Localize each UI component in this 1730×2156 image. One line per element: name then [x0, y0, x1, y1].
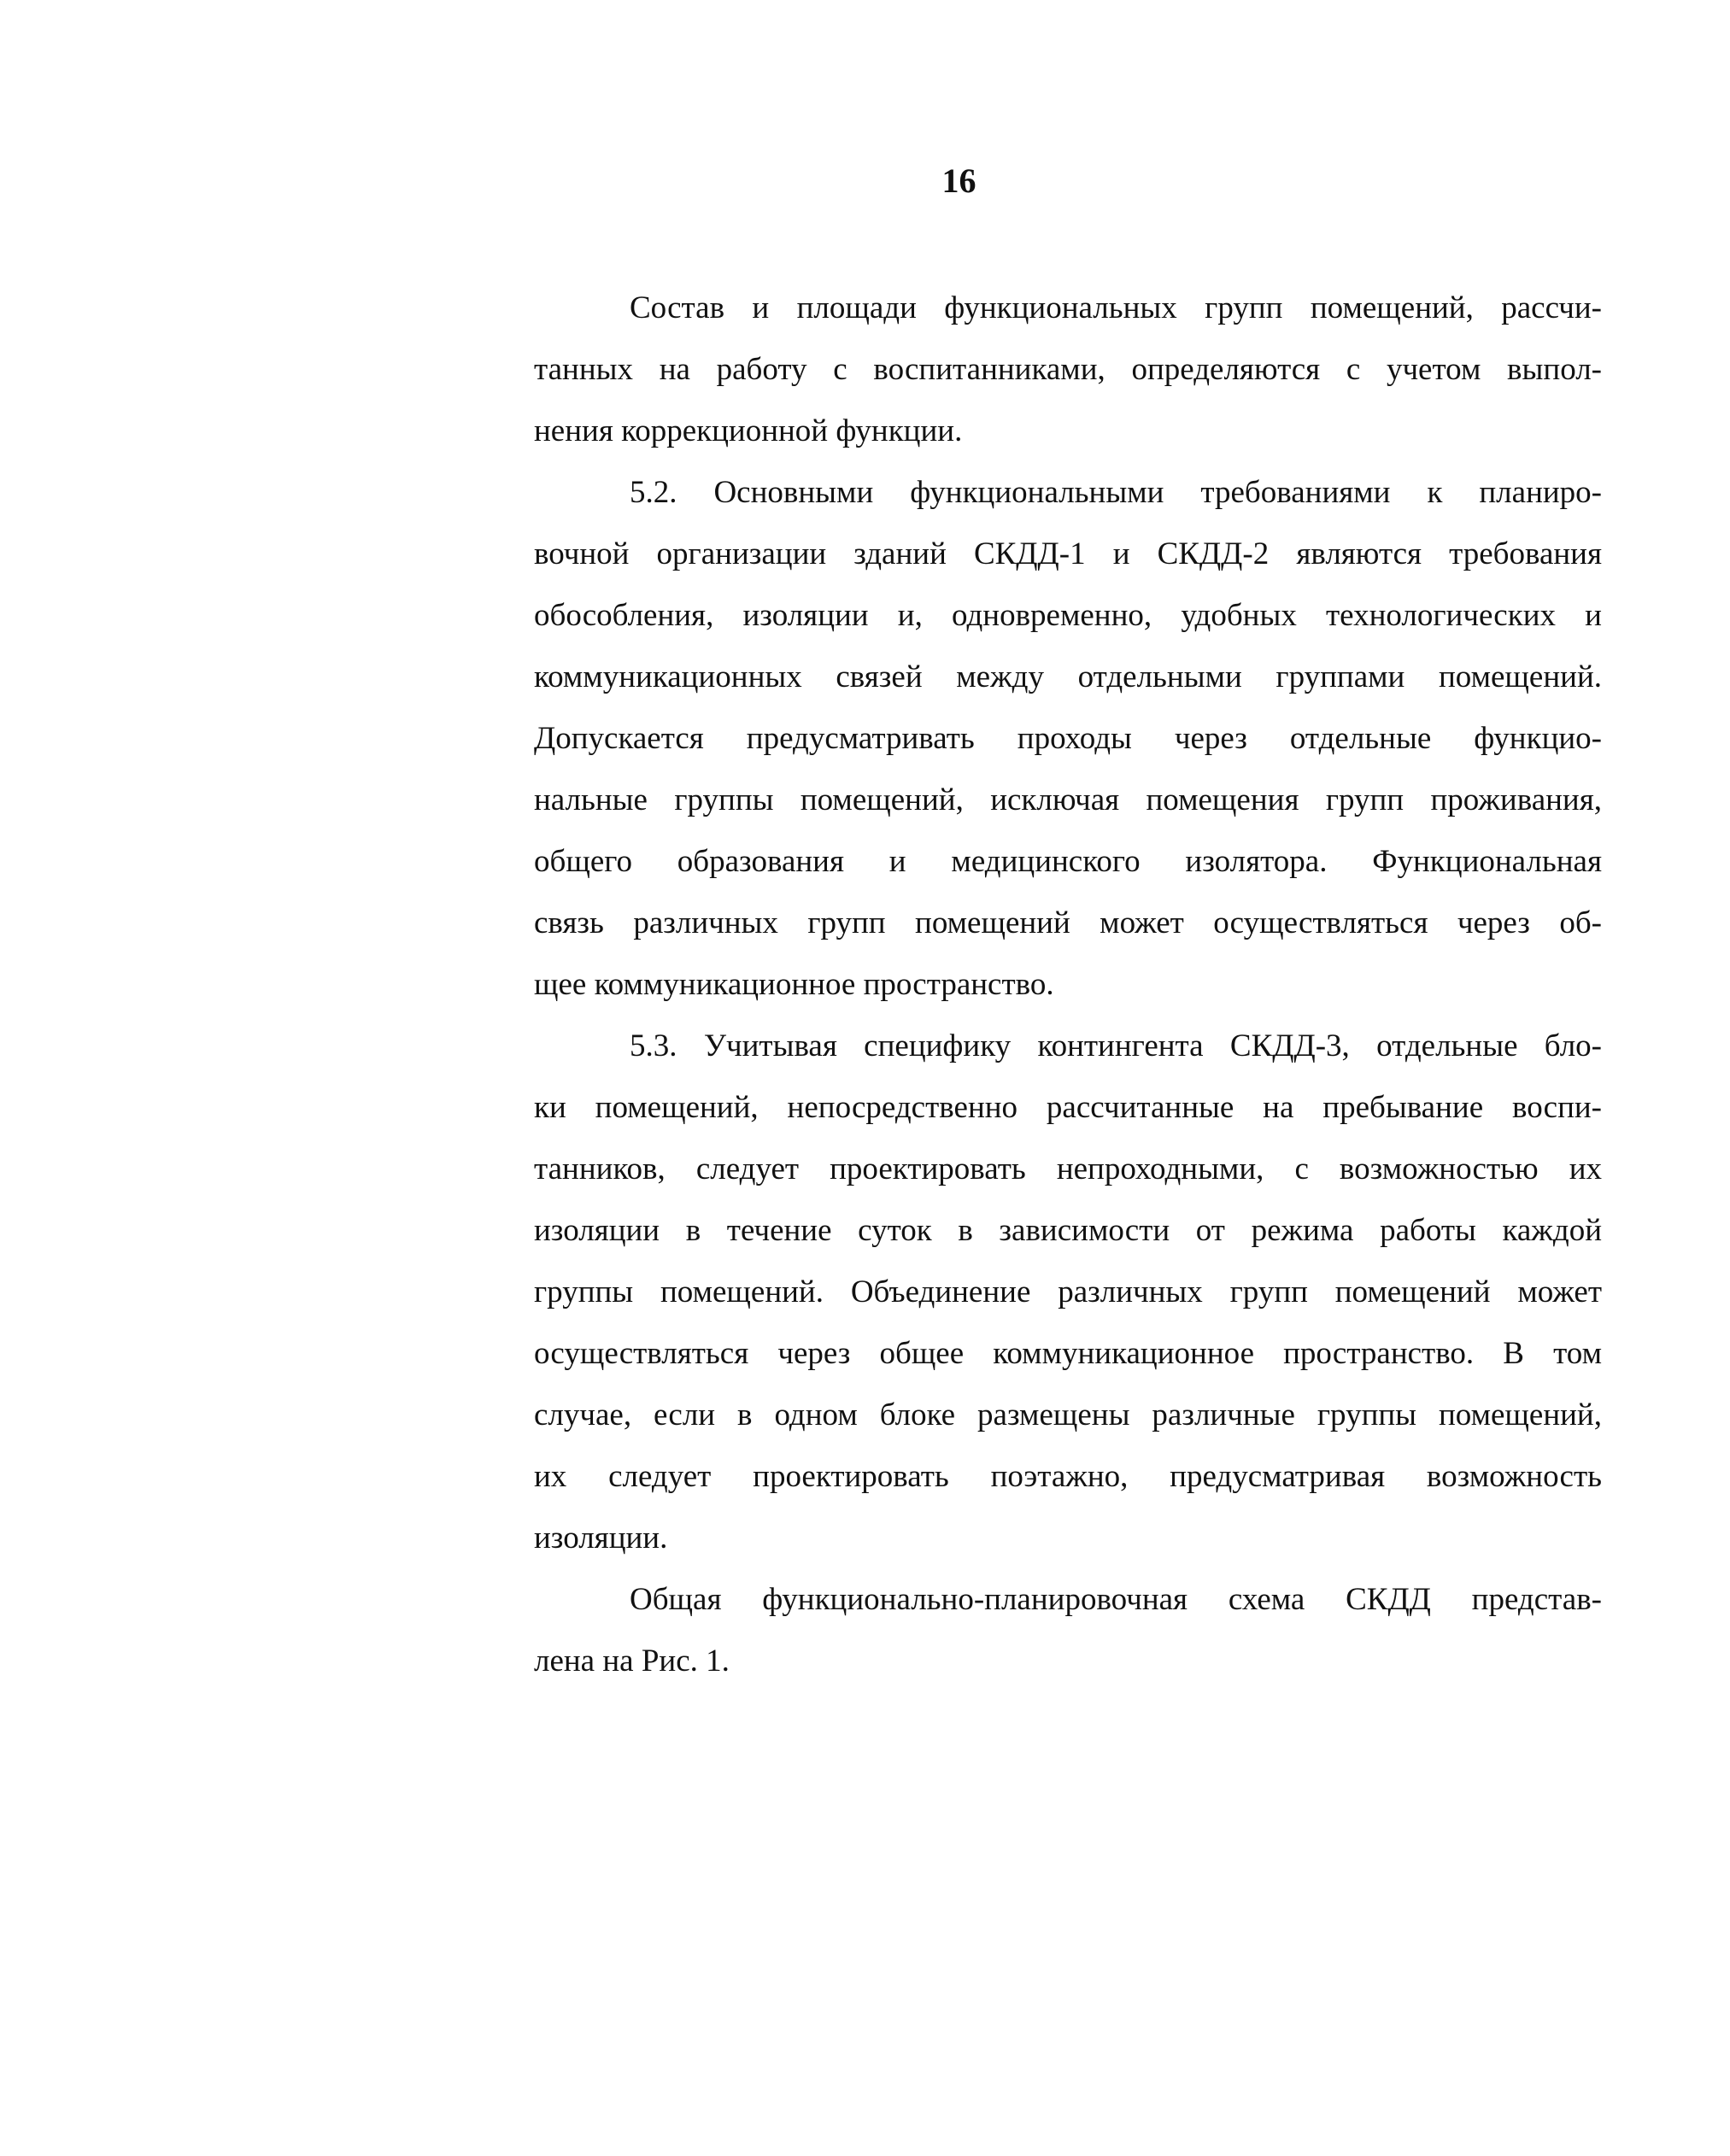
paragraph-4 — [534, 1569, 1602, 1692]
text-line: связь различных групп помещений может осуществляться через об- — [534, 905, 1602, 940]
text-line: лена на Рис. 1. — [534, 1643, 730, 1679]
text-line: 5.3. Учитывая специфику контингента СКДД-3, отдельные бло- — [630, 1028, 1602, 1063]
text-line: обособления, изоляции и, одновременно, удобных технологических и — [534, 598, 1602, 633]
text-line: Общая функционально-планировочная схема СКДД представ- — [630, 1582, 1602, 1617]
text-line: осуществляться через общее коммуникационное пространство. В том — [534, 1336, 1602, 1371]
text-line: вочной организации зданий СКДД-1 и СКДД-2 являются требования — [534, 536, 1602, 571]
text-line: их следует проектировать поэтажно, предусматривая возможность — [534, 1459, 1602, 1494]
paragraph-1 — [534, 278, 1602, 462]
text-line: Состав и площади функциональных групп помещений, рассчи- — [630, 290, 1602, 325]
text-line: 5.2. Основными функциональными требованиями к планиро- — [630, 475, 1602, 510]
text-line: общего образования и медицинского изолятора. Функциональная — [534, 844, 1602, 879]
text-line: нения коррекционной функции. — [534, 413, 963, 448]
text-line: ки помещений, непосредственно рассчитанные на пребывание воспи- — [534, 1090, 1602, 1125]
paragraph-3 — [534, 1016, 1602, 1569]
text-line: щее коммуникационное пространство. — [534, 967, 1054, 1002]
text-line: танников, следует проектировать непроходными, с возможностью их — [534, 1151, 1602, 1186]
text-line: изоляции в течение суток в зависимости от режима работы каждой — [534, 1213, 1602, 1248]
text-line: изоляции. — [534, 1520, 668, 1555]
text-line: нальные группы помещений, исключая помещения групп проживания, — [534, 782, 1602, 817]
text-line: случае, если в одном блоке размещены различные группы помещений, — [534, 1397, 1602, 1432]
text-line: танных на работу с воспитанниками, определяются с учетом выпол- — [534, 352, 1602, 387]
text-line: коммуникационных связей между отдельными группами помещений. — [534, 659, 1602, 694]
body-text — [534, 278, 1602, 1692]
page-number: 16 — [941, 161, 976, 200]
paragraph-2 — [534, 462, 1602, 1016]
text-line: группы помещений. Объединение различных групп помещений может — [534, 1274, 1602, 1309]
text-line: Допускается предусматривать проходы через отдельные функцио- — [534, 721, 1602, 756]
